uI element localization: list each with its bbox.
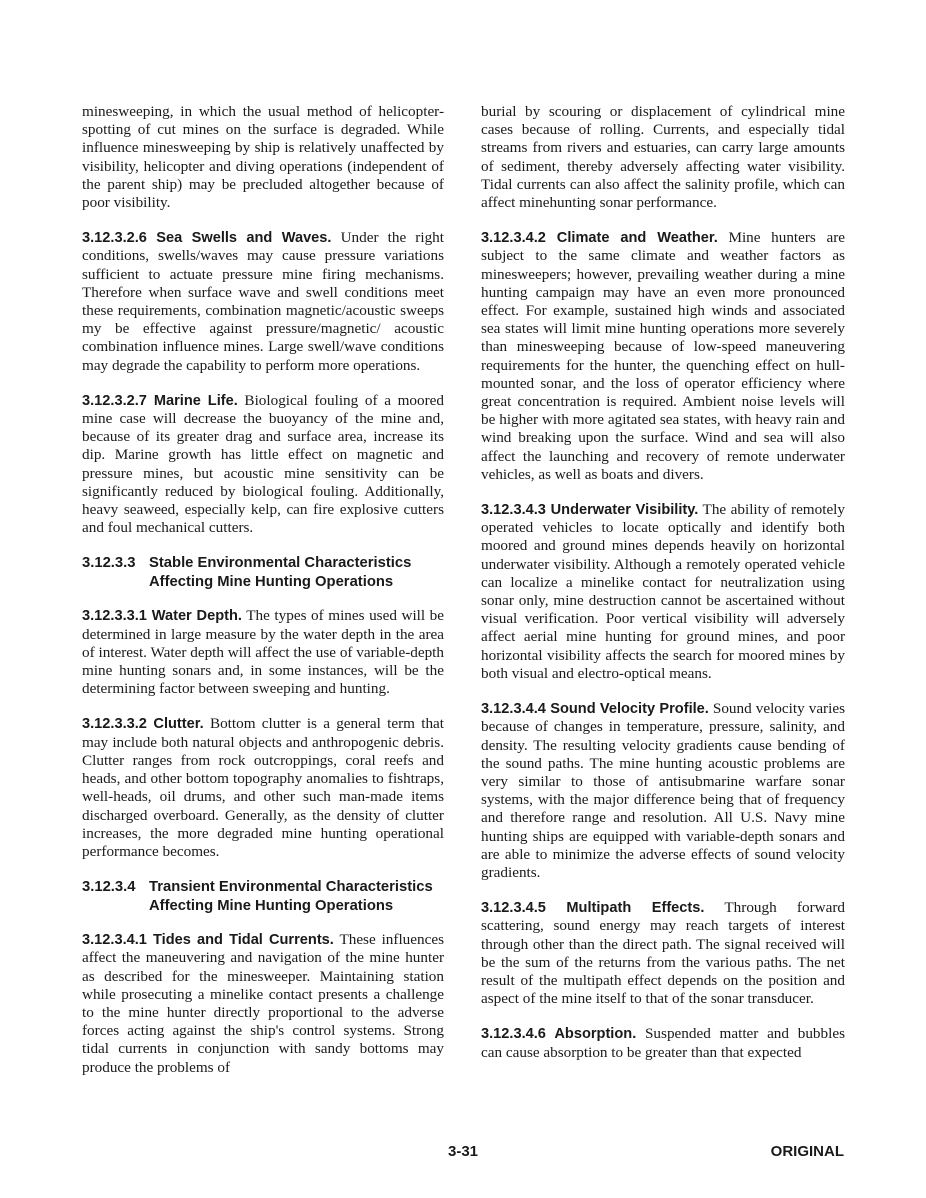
right-column	[481, 103, 845, 1079]
paragraph-text: burial by scouring or displacement of cylindrical mine cases because of rolling. Currents, and especially tidal streams from rivers and estuaries, can carry large amounts of sediment, thereby adversely affecting water visibility. Tidal currents can also affect the salinity profile, which can affect minehunting sonar performance.	[481, 103, 845, 212]
section-number: 3.12.3.3	[82, 555, 136, 572]
paragraph	[481, 501, 845, 683]
paragraph-heading: 3.12.3.3.1 Water Depth.	[82, 608, 242, 625]
paragraph	[481, 229, 845, 484]
paragraph-heading: 3.12.3.2.7 Marine Life.	[82, 392, 238, 409]
paragraph-text: Suspended matter and bubbles can cause absorption to be greater than that expected	[481, 1025, 845, 1061]
paragraph-heading: 3.12.3.4.6 Absorption.	[481, 1026, 637, 1043]
paragraph-text: Biological fouling of a moored mine case will decrease the buoyancy of the mine and, because of its greater drag and surface area, increase its dip. Marine growth has little effect on magnetic and pressure mines, but acoustic mine sensitivity can be significantly reduced by biological fouling. Additionally, heavy seaweed, especially kelp, can fire explosive cutters and foul mechanical cutters.	[82, 391, 444, 537]
paragraph	[82, 607, 444, 698]
paragraph	[82, 392, 444, 538]
edition-label: ORIGINAL	[770, 1143, 844, 1160]
paragraph	[481, 700, 845, 882]
paragraph-text: Through forward scattering, sound energy may reach targets of interest through other than the direct path. The signal received will be the sum of the returns from the various paths. The net result of the multipath effect depends on the position and aspect of the mine itself to that of the sonar transducer.	[481, 899, 845, 1008]
paragraph	[481, 103, 845, 212]
paragraph-text: Sound velocity varies because of changes in temperature, pressure, salinity, and density. The resulting velocity gradients cause bending of the sound paths. The mine hunting acoustic problems are very similar to those of antisubmarine warfare sonar systems, with the major difference being that of frequency and therefore range and resolution. All U.S. Navy mine hunting ships are equipped with variable-depth sonars and are able to minimize the adverse effects of sound velocity gradients.	[481, 700, 845, 881]
paragraph-text: The types of mines used will be determined in large measure by the water depth in the area of interest. Water depth will affect the use of variable-depth mine hunting sonars and, in some instances, will be the determining factor between sweeping and hunting.	[82, 607, 445, 698]
paragraph-heading: 3.12.3.4.4 Sound Velocity Profile.	[481, 701, 709, 718]
paragraph-text: These influences affect the maneuvering and navigation of the mine hunter as described for the minesweeper. Maintaining station while prosecuting a minelike contact presents a challenge to the mine hunter directly proportional to the adverse forces acting against the ship's control systems. Strong tidal currents in conjunction with sandy bottoms may produce the problems of	[82, 931, 444, 1076]
paragraph	[481, 899, 845, 1008]
paragraph-heading: 3.12.3.4.5 Multipath Effects.	[481, 900, 705, 917]
paragraph-heading: 3.12.3.3.2 Clutter.	[82, 716, 204, 733]
paragraph-heading: 3.12.3.4.2 Climate and Weather.	[481, 230, 718, 247]
section-heading	[82, 554, 444, 592]
paragraph	[82, 931, 444, 1077]
section-title: Transient Environmental Characteristics Affecting Mine Hunting Operations	[149, 879, 433, 915]
paragraph-text: Under the right conditions, swells/waves may cause pressure variations sufficient to actuate pressure mine firing mechanisms. Therefore when surface wave and swell conditions meet these requirements, combination magnetic/acoustic sweeps my be effective against pressure/magnetic/ acoustic combination influence mines. Large swell/wave conditions may degrade the capability to perform more operations.	[82, 229, 444, 374]
section-title: Stable Environmental Characteristics Affecting Mine Hunting Operations	[149, 555, 412, 591]
section-number: 3.12.3.4	[82, 879, 136, 896]
paragraph	[82, 715, 444, 861]
left-column	[82, 103, 444, 1094]
paragraph	[82, 229, 444, 375]
paragraph-text: Mine hunters are subject to the same climate and weather factors as minesweepers; however, prevailing weather during a mine hunting campaign may have an even more pronounced effect. For example, sustained high winds and associated sea states will limit mine hunting operations more severely than minesweeping because of low-speed maneuvering requirements for the hunter, the quenching effect on hull-mounted sonar, and the loss of operator efficiency where great concentration is required. Ambient noise levels will be higher with more agitated sea states, with heavy rain and wind breaking upon the surface. Wind and sea will also affect the launching and recovery of remote underwater vehicles, as well as boats and divers.	[481, 229, 846, 483]
paragraph-heading: 3.12.3.2.6 Sea Swells and Waves.	[82, 230, 332, 247]
paragraph-text: Bottom clutter is a general term that may include both natural objects and anthropogenic debris. Clutter ranges from rock outcroppings, coral reefs and heads, and other bottom topography anomalies to fishtraps, well-heads, oil drums, and other such man-made items discharged overboard. Generally, as the density of clutter increases, the more degraded mine hunting operational performance becomes.	[82, 715, 444, 860]
paragraph	[481, 1025, 845, 1061]
section-heading	[82, 878, 444, 916]
page-number: 3-31	[447, 1143, 479, 1160]
paragraph-heading: 3.12.3.4.3 Underwater Visibility.	[481, 502, 699, 519]
paragraph	[82, 103, 444, 212]
paragraph-text: minesweeping, in which the usual method of helicopter-spotting of cut mines on the surface is degraded. While influence minesweeping by ship is relatively unaffected by visibility, helicopter and diving operations (independent of the parent ship) may be precluded altogether because of poor visibility.	[82, 103, 444, 212]
paragraph-heading: 3.12.3.4.1 Tides and Tidal Currents.	[82, 932, 334, 949]
paragraph-text: The ability of remotely operated vehicles to locate optically and identify both moored and ground mines depends heavily on horizontal underwater visibility. Although a remotely operated vehicle can localize a minelike contact for neutralization using sonar only, mine destruction cannot be ascertained without visual verification. Poor vertical visibility will adversely affect aerial mine hunting for ground mines, and poor horizontal visibility affects the search for moored mines by both visual and electro-optical means.	[481, 501, 845, 682]
